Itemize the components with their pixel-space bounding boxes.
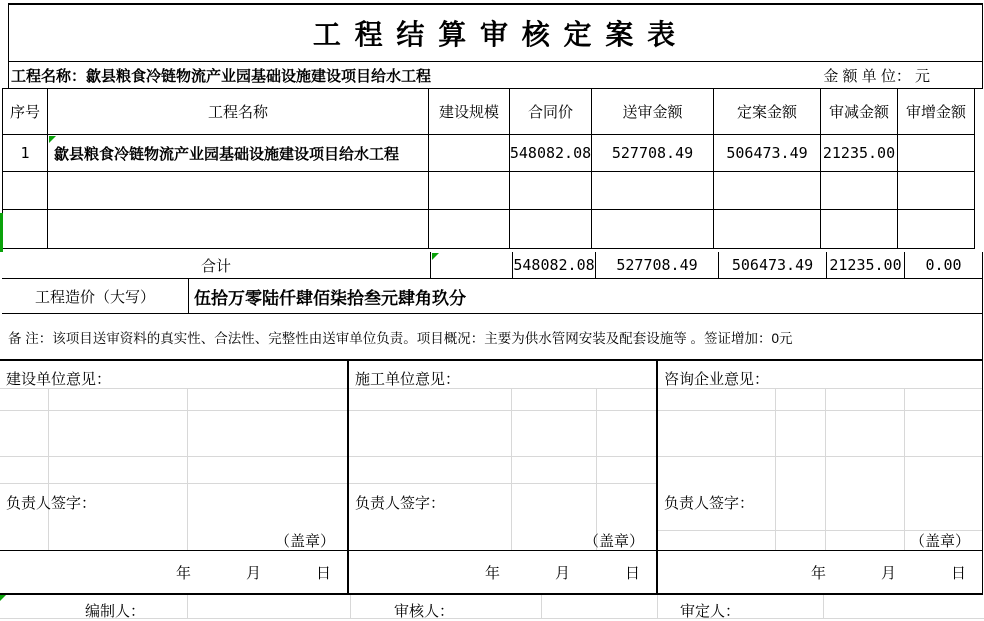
page-title: 工 程 结 算 审 核 定 案 表 [312,19,679,50]
col-header-submitted[interactable]: 送审金额 [592,89,714,135]
col-header-project[interactable]: 工程名称 [48,89,429,135]
year-label: 年 [810,564,826,582]
row1-name-cell[interactable] [48,135,429,172]
month-label: 月 [554,564,570,582]
excel-error-marker-icon [0,595,6,601]
col-header-reduced[interactable]: 审减金额 [821,89,898,135]
seal-label: （盖章） [274,533,335,550]
main-table [2,88,983,249]
seal-label: （盖章） [909,533,970,550]
row1-scale-cell[interactable] [429,135,510,172]
row2-scale-cell[interactable] [429,172,510,210]
gridline [48,388,49,550]
total-reduced-cell[interactable]: 21235.00 [826,252,904,278]
date-row [0,551,347,593]
gridline [658,456,982,457]
project-name-label: 工程名称：歙县粮食冷链物流产业园基础设施建设项目给水工程 [11,67,432,85]
gridline [825,388,826,550]
approver-label: 审定人： [680,603,741,620]
month-label: 月 [880,564,896,582]
excel-error-marker-icon [49,136,56,143]
opinion-sections [0,359,983,595]
row3-scale-cell[interactable] [429,210,510,249]
month-label: 月 [245,564,261,582]
gridline [0,618,984,619]
remark-cell[interactable]: 备 注：该项目送审资料的真实性、合法性、完整性由送审单位负责。项目概况：主要为供水管网安装及配套设施等 。签证增加：0元 [0,314,983,359]
col-header-seq[interactable]: 序号 [3,89,48,135]
date-row [349,551,656,593]
row1-contract-cell[interactable]: 548082.08 [510,135,592,172]
row3-seq-cell[interactable] [3,210,48,249]
row3-increased-cell[interactable] [898,210,975,249]
total-contract-cell[interactable]: 548082.08 [512,252,595,278]
gridline [349,410,656,411]
row3-submitted-cell[interactable] [592,210,714,249]
gridline [187,595,188,618]
amount-words-label-cell[interactable]: 工程造价（大写） [34,288,155,306]
row2-name-cell[interactable] [48,172,429,210]
row1-finalized-cell[interactable]: 506473.49 [714,135,821,172]
amount-in-words-row [2,279,983,314]
row3-finalized-cell[interactable] [714,210,821,249]
row1-project-name: 歙县粮食冷链物流产业园基础设施建设项目给水工程 [54,145,400,163]
signature-label: 负责人签字： [355,495,446,512]
row3-reduced-cell[interactable] [821,210,898,249]
gridline [349,483,656,484]
footer-row[interactable] [0,595,984,621]
total-row [2,252,983,279]
gridline [904,388,905,550]
amount-words-value-cell[interactable]: 伍拾万零陆仟肆佰柒拾叁元肆角玖分 [188,279,983,313]
section-title: 建设单位意见： [6,371,112,388]
section-title: 施工单位意见： [355,371,461,388]
row2-seq-cell[interactable] [3,172,48,210]
row1-seq-cell[interactable]: 1 [3,135,48,172]
title-cell[interactable] [8,3,983,61]
total-submitted-cell[interactable]: 527708.49 [595,252,718,278]
preparer-label: 编制人： [85,603,146,620]
day-label: 日 [950,564,966,582]
seal-label: （盖章） [583,533,644,550]
total-scale-cell[interactable] [430,252,512,278]
row3-contract-cell[interactable] [510,210,592,249]
section-title: 咨询企业意见： [664,371,770,388]
day-label: 日 [624,564,640,582]
row2-contract-cell[interactable] [510,172,592,210]
year-label: 年 [484,564,500,582]
row2-reduced-cell[interactable] [821,172,898,210]
row3-name-cell[interactable] [48,210,429,249]
col-header-increased[interactable]: 审增金额 [898,89,975,135]
year-label: 年 [175,564,191,582]
excel-error-marker-icon [432,253,439,260]
row1-submitted-cell[interactable]: 527708.49 [592,135,714,172]
section-contractor-unit[interactable] [347,361,656,593]
total-label-cell[interactable]: 合计 [200,257,231,275]
excel-selection-marker [0,213,3,252]
signature-label: 负责人签字： [6,495,97,512]
gridline [0,410,347,411]
section-construction-unit[interactable] [0,361,347,593]
gridline [349,456,656,457]
section-consulting-firm[interactable] [656,361,983,593]
gridline [0,456,347,457]
gridline [596,388,597,550]
total-increased-cell[interactable]: 0.00 [904,252,983,278]
row1-increased-cell[interactable] [898,135,975,172]
amount-unit-label: 金 额 单 位： 元 [823,67,930,85]
signature-label: 负责人签字： [664,495,755,512]
gridline [350,595,351,618]
row2-increased-cell[interactable] [898,172,975,210]
gridline [823,595,824,618]
gridline [657,595,658,618]
gridline [0,483,347,484]
row1-reduced-cell[interactable]: 21235.00 [821,135,898,172]
col-header-finalized[interactable]: 定案金额 [714,89,821,135]
gridline [541,595,542,618]
col-header-scale[interactable]: 建设规模 [429,89,510,135]
gridline [511,388,512,550]
project-name-cell[interactable] [8,61,983,88]
reviewer-label: 审核人： [394,603,455,620]
col-header-contract[interactable]: 合同价 [510,89,592,135]
day-label: 日 [315,564,331,582]
gridline [775,388,776,550]
gridline [187,388,188,550]
row2-submitted-cell[interactable] [592,172,714,210]
date-row [658,551,982,593]
total-finalized-cell[interactable]: 506473.49 [718,252,826,278]
row2-finalized-cell[interactable] [714,172,821,210]
gridline [658,410,982,411]
